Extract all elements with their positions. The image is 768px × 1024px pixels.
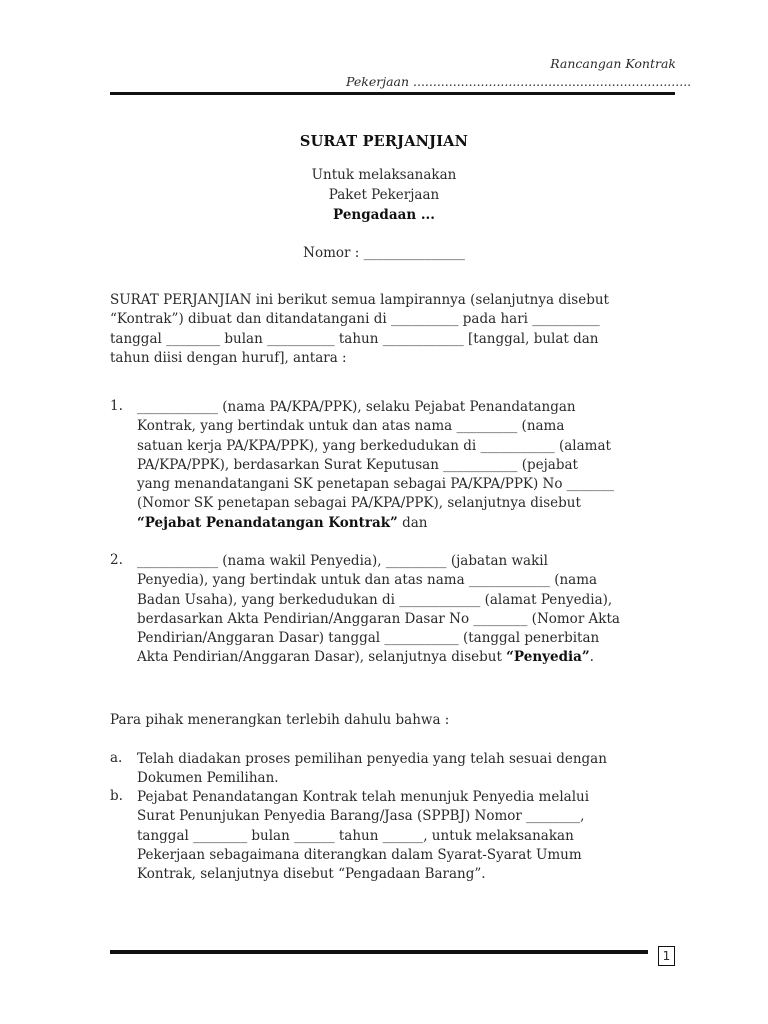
intro-paragraph bbox=[110, 291, 675, 368]
party-2-line: ____________ (nama wakil Penyedia), _________ (jabatan wakil bbox=[137, 553, 548, 569]
header-divider bbox=[110, 92, 675, 95]
party-1-line: Kontrak, yang bertindak untuk dan atas nama _________ (nama bbox=[137, 418, 565, 435]
party-1-line bbox=[137, 514, 675, 533]
party-1-line: ____________ (nama PA/KPA/PPK), selaku Pejabat Penandatangan bbox=[137, 399, 576, 415]
party-2-line: Pendirian/Anggaran Dasar) tanggal ___________ (tanggal penerbitan bbox=[137, 630, 600, 647]
nomor-line: Nomor : _______________ bbox=[303, 245, 465, 261]
party-1-line: (Nomor SK penetapan sebagai PA/KPA/PPK), selanjutnya disebut bbox=[137, 495, 581, 512]
recital-b-line: Kontrak, selanjutnya disebut “Pengadaan Barang”. bbox=[137, 866, 486, 883]
recital-b-label: b. bbox=[110, 788, 123, 804]
party-2-period: . bbox=[589, 649, 594, 666]
recital-a-label: a. bbox=[110, 750, 123, 766]
subtitle-line-1: Untuk melaksanakan bbox=[311, 167, 457, 183]
recital-b-text bbox=[137, 788, 675, 884]
party-1-text bbox=[137, 398, 675, 533]
footer-divider bbox=[110, 950, 648, 954]
party-2-number: 2. bbox=[110, 552, 123, 568]
recital-b-line: Pejabat Penandatangan Kontrak telah menunjuk Penyedia melalui bbox=[137, 789, 590, 805]
intro-line: tanggal ________ bulan __________ tahun ____________ [tanggal, bulat dan bbox=[110, 330, 599, 347]
party-1-line: yang menandatangani SK penetapan sebagai PA/KPA/PPK) No _______ bbox=[137, 476, 615, 493]
party-2-line-6-text: Akta Pendirian/Anggaran Dasar), selanjutnya disebut bbox=[137, 649, 507, 666]
page-number: 1 bbox=[658, 946, 675, 966]
intro-line: SURAT PERJANJIAN ini berikut semua lampirannya (selanjutnya disebut bbox=[110, 292, 609, 308]
party-2-designation: “Penyedia” bbox=[506, 649, 590, 666]
recital-a-line: Dokumen Pemilihan. bbox=[137, 770, 279, 787]
recitals-lead: Para pihak menerangkan terlebih dahulu bahwa : bbox=[110, 712, 450, 728]
header-document-type: Rancangan Kontrak bbox=[550, 56, 676, 71]
subtitle-line-2: Paket Pekerjaan bbox=[328, 187, 440, 203]
recital-a-text bbox=[137, 750, 675, 789]
party-1-line: PA/KPA/PPK), berdasarkan Surat Keputusan ___________ (pejabat bbox=[137, 456, 578, 473]
party-2-line: Badan Usaha), yang berkedudukan di ____________ (alamat Penyedia), bbox=[137, 591, 613, 608]
party-2-line: Penyedia), yang bertindak untuk dan atas nama ____________ (nama bbox=[137, 572, 598, 589]
recital-a-line: Telah diadakan proses pemilihan penyedia yang telah sesuai dengan bbox=[137, 751, 607, 767]
party-1-number: 1. bbox=[110, 398, 123, 414]
subtitle-line-3: Pengadaan ... bbox=[333, 207, 435, 223]
intro-line: “Kontrak”) dibuat dan ditandatangani di __________ pada hari __________ bbox=[110, 311, 600, 328]
recital-b-line: Surat Penunjukan Penyedia Barang/Jasa (SPPBJ) Nomor ________, bbox=[137, 808, 585, 825]
party-1-line: satuan kerja PA/KPA/PPK), yang berkedudukan di ___________ (alamat bbox=[137, 437, 611, 454]
header-work-name: Pekerjaan ...................................................................... bbox=[346, 74, 692, 89]
intro-line: tahun diisi dengan huruf], antara : bbox=[110, 349, 347, 366]
recital-b-line: Pekerjaan sebagaimana diterangkan dalam Syarat-Syarat Umum bbox=[137, 846, 582, 863]
party-2-text bbox=[137, 552, 675, 668]
document-title: SURAT PERJANJIAN bbox=[299, 133, 469, 150]
party-2-line bbox=[137, 648, 675, 667]
party-1-conjunction: dan bbox=[397, 514, 428, 531]
party-2-line: berdasarkan Akta Pendirian/Anggaran Dasar No ________ (Nomor Akta bbox=[137, 610, 620, 627]
party-1-designation: “Pejabat Penandatangan Kontrak” bbox=[137, 514, 398, 531]
recital-b-line: tanggal ________ bulan ______ tahun ______, untuk melaksanakan bbox=[137, 827, 574, 844]
